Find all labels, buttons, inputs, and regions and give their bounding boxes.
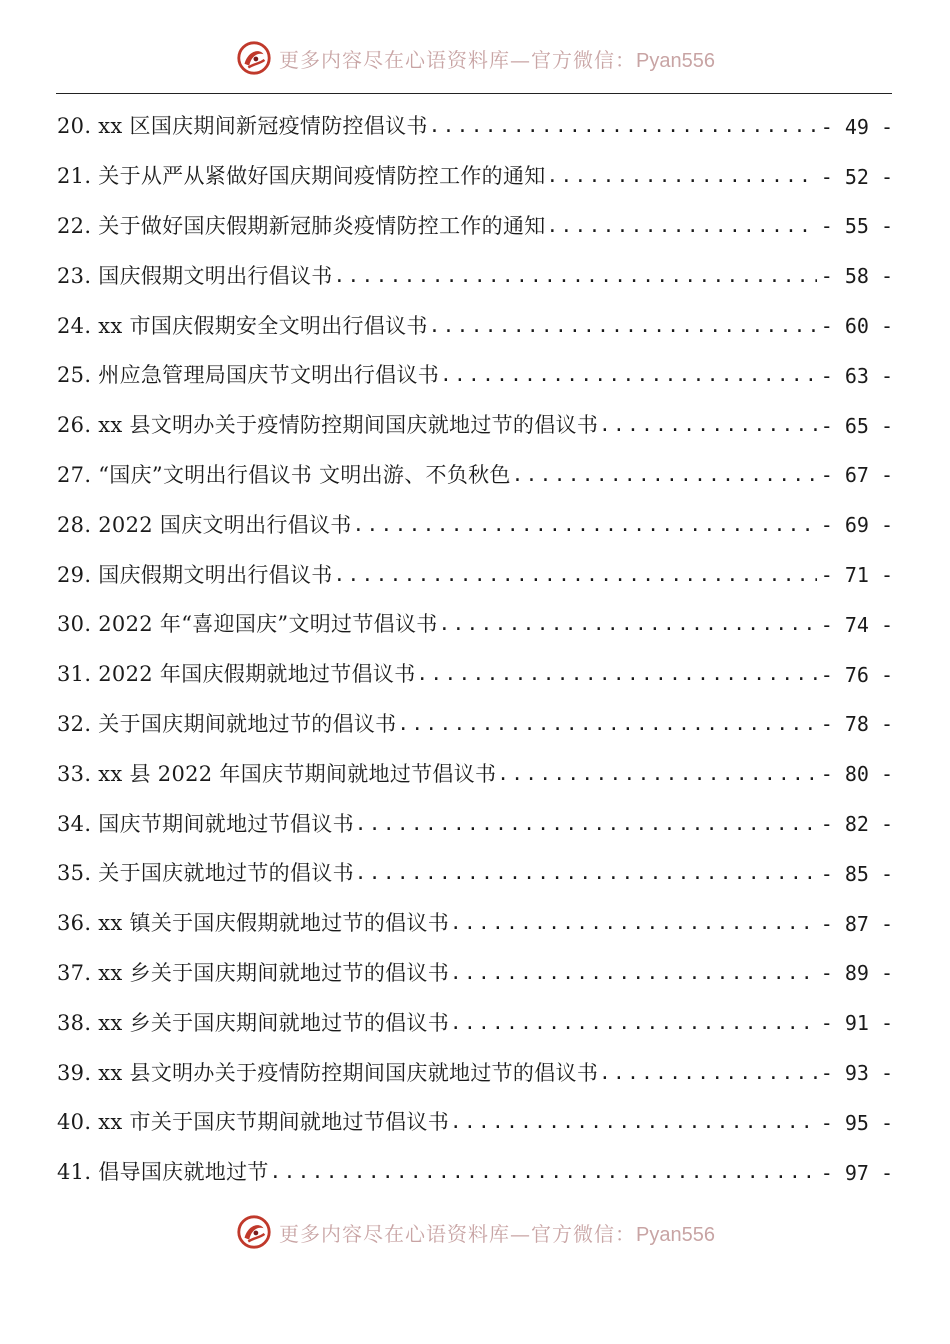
toc-entry[interactable] — [57, 152, 893, 202]
toc-entry-title: 23. 国庆假期文明出行倡议书 — [57, 263, 333, 288]
toc-entry-page: - 82 - — [820, 812, 893, 837]
toc-dot-leader — [440, 366, 817, 385]
toc-entry[interactable] — [57, 301, 893, 351]
toc-entry-title: 30. 2022 年“喜迎国庆”文明过节倡议书 — [57, 612, 438, 637]
toc-dot-leader — [417, 665, 817, 684]
toc-entry-title: 33. xx 县 2022 年国庆节期间就地过节倡议书 — [57, 761, 497, 786]
toc-entry-page: - 93 - — [820, 1061, 893, 1086]
toc-entry[interactable] — [57, 949, 893, 999]
toc-dot-leader — [450, 914, 817, 933]
toc-entry[interactable] — [57, 451, 893, 501]
toc-entry-title: 32. 关于国庆期间就地过节的倡议书 — [57, 711, 397, 736]
toc-entry[interactable] — [57, 102, 893, 152]
toc-entry-page: - 71 - — [820, 563, 893, 588]
toc-entry-page: - 60 - — [820, 314, 893, 339]
toc-dot-leader — [599, 1064, 817, 1083]
toc-entry[interactable] — [57, 351, 893, 401]
toc-entry-page: - 65 - — [820, 413, 893, 438]
toc-entry[interactable] — [57, 1048, 893, 1098]
header-divider — [56, 93, 892, 94]
wechat-id: Pyan556 — [636, 49, 715, 72]
toc-dot-leader — [599, 416, 817, 435]
toc-entry[interactable] — [57, 899, 893, 949]
header-banner — [0, 38, 950, 78]
toc-entry[interactable] — [57, 998, 893, 1048]
toc-entry-title: 28. 2022 国庆文明出行倡议书 — [57, 512, 352, 537]
toc-entry-title: 25. 州应急管理局国庆节文明出行倡议书 — [57, 363, 440, 388]
toc-dot-leader — [397, 715, 816, 734]
toc-entry-page: - 95 - — [820, 1110, 893, 1135]
toc-entry-page: - 49 - — [820, 114, 893, 139]
toc-entry-page: - 91 - — [820, 1011, 893, 1036]
toc-dot-leader — [512, 466, 817, 485]
toc-dot-leader — [547, 217, 817, 236]
toc-entry-page: - 69 - — [820, 513, 893, 538]
toc-entry-page: - 55 - — [820, 214, 893, 239]
toc-entry-page: - 78 - — [820, 712, 893, 737]
toc-dot-leader — [270, 1163, 817, 1182]
toc-entry-page: - 85 - — [820, 861, 893, 886]
toc-entry-title: 41. 倡导国庆就地过节 — [57, 1160, 269, 1185]
toc-entry-page: - 63 - — [820, 363, 893, 388]
toc-entry-title: 29. 国庆假期文明出行倡议书 — [57, 562, 333, 587]
toc-entry-title: 31. 2022 年国庆假期就地过节倡议书 — [57, 662, 416, 687]
toc-entry-page: - 89 - — [820, 961, 893, 986]
toc-entry[interactable] — [57, 202, 893, 252]
toc-entry[interactable] — [57, 849, 893, 899]
red-swirl-logo-icon — [235, 1213, 273, 1251]
toc-entry-page: - 67 - — [820, 463, 893, 488]
toc-entry-title: 36. xx 镇关于国庆假期就地过节的倡议书 — [57, 911, 450, 936]
footer-banner — [0, 1212, 950, 1252]
toc-entry-title: 22. 关于做好国庆假期新冠肺炎疫情防控工作的通知 — [57, 213, 546, 238]
toc-dot-leader — [334, 566, 817, 585]
red-swirl-logo-icon — [235, 39, 273, 77]
table-of-contents — [57, 102, 893, 1198]
toc-entry-title: 35. 关于国庆就地过节的倡议书 — [57, 861, 354, 886]
toc-entry-page: - 97 - — [820, 1160, 893, 1185]
toc-entry-title: 38. xx 乡关于国庆期间就地过节的倡议书 — [57, 1010, 450, 1035]
toc-entry-page: - 52 - — [820, 164, 893, 189]
toc-entry[interactable] — [57, 700, 893, 750]
banner-text: 更多内容尽在心语资料库—官方微信：Pyan556 — [279, 47, 715, 72]
toc-entry-title: 26. xx 县文明办关于疫情防控期间国庆就地过节的倡议书 — [57, 413, 599, 438]
toc-entry-page: - 58 - — [820, 264, 893, 289]
toc-dot-leader — [355, 815, 817, 834]
toc-dot-leader — [450, 1113, 817, 1132]
toc-entry[interactable] — [57, 401, 893, 451]
toc-entry[interactable] — [57, 1148, 893, 1198]
toc-entry[interactable] — [57, 550, 893, 600]
toc-entry[interactable] — [57, 500, 893, 550]
toc-dot-leader — [497, 765, 816, 784]
toc-entry[interactable] — [57, 251, 893, 301]
toc-entry-title: 24. xx 市国庆假期安全文明出行倡议书 — [57, 313, 428, 338]
toc-dot-leader — [429, 317, 817, 336]
toc-dot-leader — [450, 964, 817, 983]
toc-dot-leader — [429, 117, 817, 136]
toc-entry-title: 21. 关于从严从紧做好国庆期间疫情防控工作的通知 — [57, 164, 546, 189]
wechat-id: Pyan556 — [636, 1223, 715, 1246]
toc-entry-title: 40. xx 市关于国庆节期间就地过节倡议书 — [57, 1110, 450, 1135]
toc-dot-leader — [547, 167, 817, 186]
toc-entry-title: 27. “国庆”文明出行倡议书 文明出游、不负秋色 — [57, 462, 511, 487]
toc-entry[interactable] — [57, 749, 893, 799]
toc-dot-leader — [334, 267, 817, 286]
toc-entry-title: 34. 国庆节期间就地过节倡议书 — [57, 811, 354, 836]
toc-entry-page: - 76 - — [820, 662, 893, 687]
banner-text: 更多内容尽在心语资料库—官方微信：Pyan556 — [279, 1221, 715, 1246]
toc-entry[interactable] — [57, 600, 893, 650]
toc-entry-page: - 74 - — [820, 612, 893, 637]
toc-dot-leader — [353, 516, 817, 535]
toc-entry[interactable] — [57, 799, 893, 849]
toc-dot-leader — [450, 1014, 817, 1033]
toc-entry-title: 37. xx 乡关于国庆期间就地过节的倡议书 — [57, 960, 450, 985]
toc-entry-page: - 80 - — [820, 762, 893, 787]
toc-dot-leader — [439, 615, 817, 634]
toc-entry-page: - 87 - — [820, 911, 893, 936]
toc-entry-title: 39. xx 县文明办关于疫情防控期间国庆就地过节的倡议书 — [57, 1060, 599, 1085]
toc-dot-leader — [355, 864, 817, 883]
toc-entry-title: 20. xx 区国庆期间新冠疫情防控倡议书 — [57, 114, 428, 139]
toc-entry[interactable] — [57, 650, 893, 700]
toc-entry[interactable] — [57, 1098, 893, 1148]
